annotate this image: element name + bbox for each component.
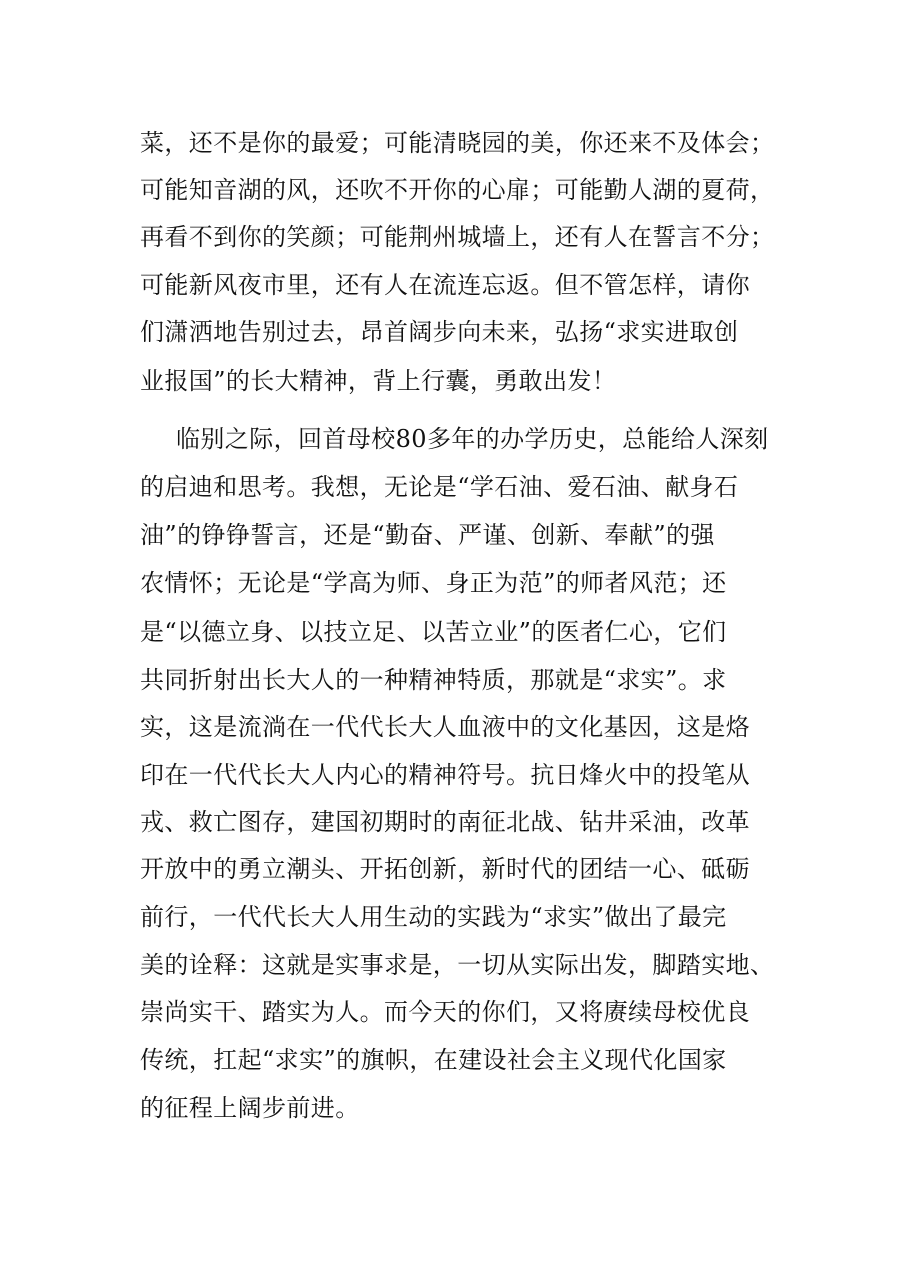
- text-line: 美的诠释：这就是实事求是，一切从实际出发，脚踏实地、: [140, 951, 775, 979]
- text-line: 可能知音湖的风，还吹不开你的心扉；可能勤人湖的夏荷，: [140, 176, 775, 204]
- text-line: 实，这是流淌在一代代长大人血液中的文化基因，这是烙: [140, 713, 750, 741]
- text-line: 农情怀；无论是“学高为师、身正为范”的师者风范；还: [140, 569, 727, 597]
- text-line: 业报国”的长大精神，背上行囊，勇敢出发！: [140, 367, 617, 395]
- text-line: 可能新风夜市里，还有人在流连忘返。但不管怎样，请你: [140, 271, 750, 299]
- text-line: 的征程上阔步前进。: [140, 1094, 360, 1122]
- text-line: 的启迪和思考。我想，无论是“学石油、爱石油、献身石: [140, 473, 739, 501]
- text-line: 戎、救亡图存，建国初期时的南征北战、钻井采油，改革: [140, 808, 750, 836]
- text-line: 菜，还不是你的最爱；可能清晓园的美，你还来不及体会；: [140, 129, 775, 157]
- text-line: 是“以德立身、以技立足、以苦立业”的医者仁心，它们: [140, 618, 727, 646]
- text-line: 们潇洒地告别过去，昂首阔步向未来，弘扬“求实进取创: [140, 318, 739, 346]
- text-line: 印在一代代长大人内心的精神符号。抗日烽火中的投笔从: [140, 761, 750, 789]
- text-line: 崇尚实干、踏实为人。而今天的你们，又将赓续母校优良: [140, 998, 750, 1026]
- text-line: 临别之际，回首母校80多年的办学历史，总能给人深刻: [176, 425, 769, 453]
- text-line: 再看不到你的笑颜；可能荆州城墙上，还有人在誓言不分；: [140, 223, 775, 251]
- text-line: 传统，扛起“求实”的旗帜，在建设社会主义现代化国家: [140, 1046, 727, 1074]
- text-line: 开放中的勇立潮头、开拓创新，新时代的团结一心、砥砺: [140, 855, 750, 883]
- text-line: 共同折射出长大人的一种精神特质，那就是“求实”。求: [140, 666, 727, 694]
- text-line: 油”的铮铮誓言，还是“勤奋、严谨、创新、奉献”的强: [140, 521, 715, 549]
- text-line: 前行，一代代长大人用生动的实践为“求实”做出了最完: [140, 903, 727, 931]
